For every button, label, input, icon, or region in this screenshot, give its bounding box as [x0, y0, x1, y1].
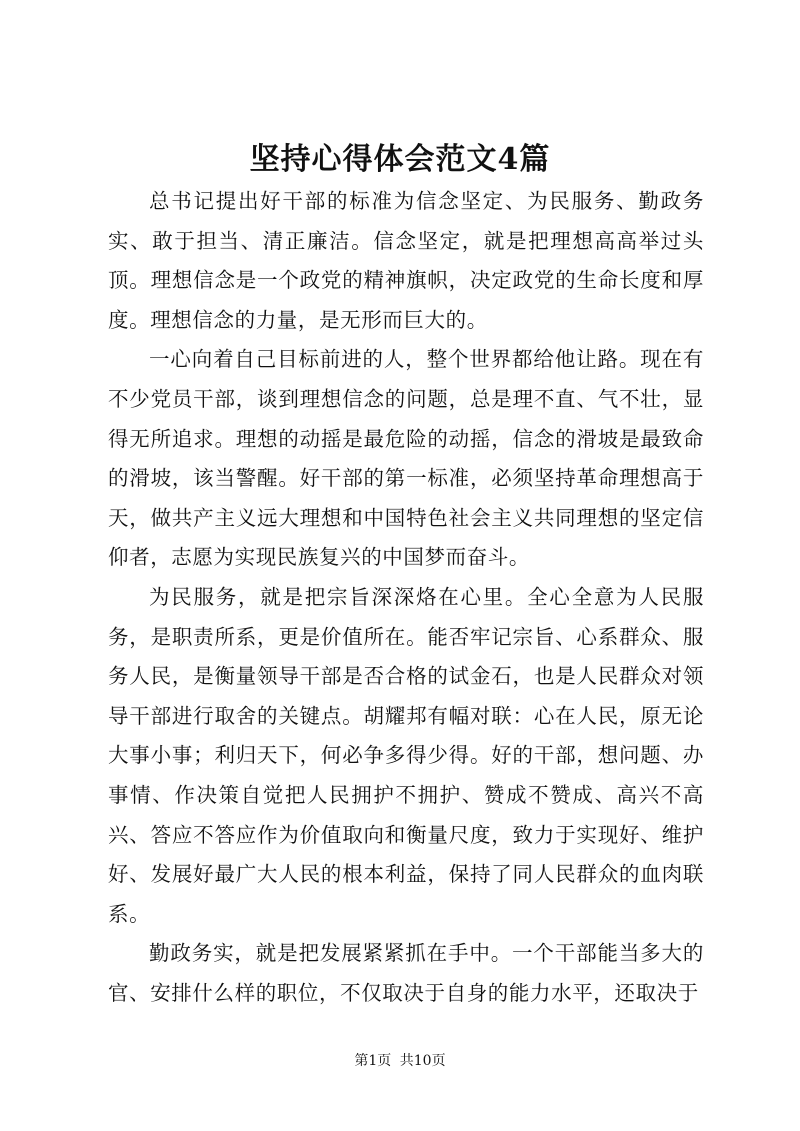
- document-title: 坚持心得体会范文4篇: [249, 142, 551, 177]
- paragraph: 为民服务，就是把宗旨深深烙在心里。全心全意为人民服务，是职责所系，更是价值所在。能否牢记宗旨、心系群众、服务人民，是衡量领导干部是否合格的试金石，也是人民群众对领导干部进行取舍的关键点。胡耀邦有幅对联：心在人民，原无论大事小事；利归天下，何必争多得少得。好的干部，想问题、办事情、作决策自觉把人民拥护不拥护、赞成不赞成、高兴不高兴、答应不答应作为价值取向和衡量尺度，致力于实现好、维护好、发展好最广大人民的根本利益，保持了同人民群众的血肉联系。: [108, 584, 704, 926]
- paragraph: 勤政务实，就是把发展紧紧抓在手中。一个干部能当多大的官、安排什么样的职位，不仅取决于自身的能力水平，还取决于: [108, 941, 704, 1005]
- document-body: [108, 182, 704, 1013]
- paragraph: 总书记提出好干部的标准为信念坚定、为民服务、勤政务实、敢于担当、清正廉洁。信念坚定，就是把理想高高举过头顶。理想信念是一个政党的精神旗帜，决定政党的生命长度和厚度。理想信念的力量，是无形而巨大的。: [108, 189, 704, 332]
- paragraph: 一心向着自己目标前进的人，整个世界都给他让路。现在有不少党员干部，谈到理想信念的问题，总是理不直、气不壮，显得无所追求。理想的动摇是最危险的动摇，信念的滑坡是最致命的滑坡，该当警醒。好干部的第一标准，必须坚持革命理想高于天，做共产主义远大理想和中国特色社会主义共同理想的坚定信仰者，志愿为实现民族复兴的中国梦而奋斗。: [108, 347, 704, 570]
- page-footer: [0, 1051, 800, 1071]
- page-number: 第1页: [354, 1053, 392, 1069]
- page-total: 共10页: [399, 1053, 446, 1069]
